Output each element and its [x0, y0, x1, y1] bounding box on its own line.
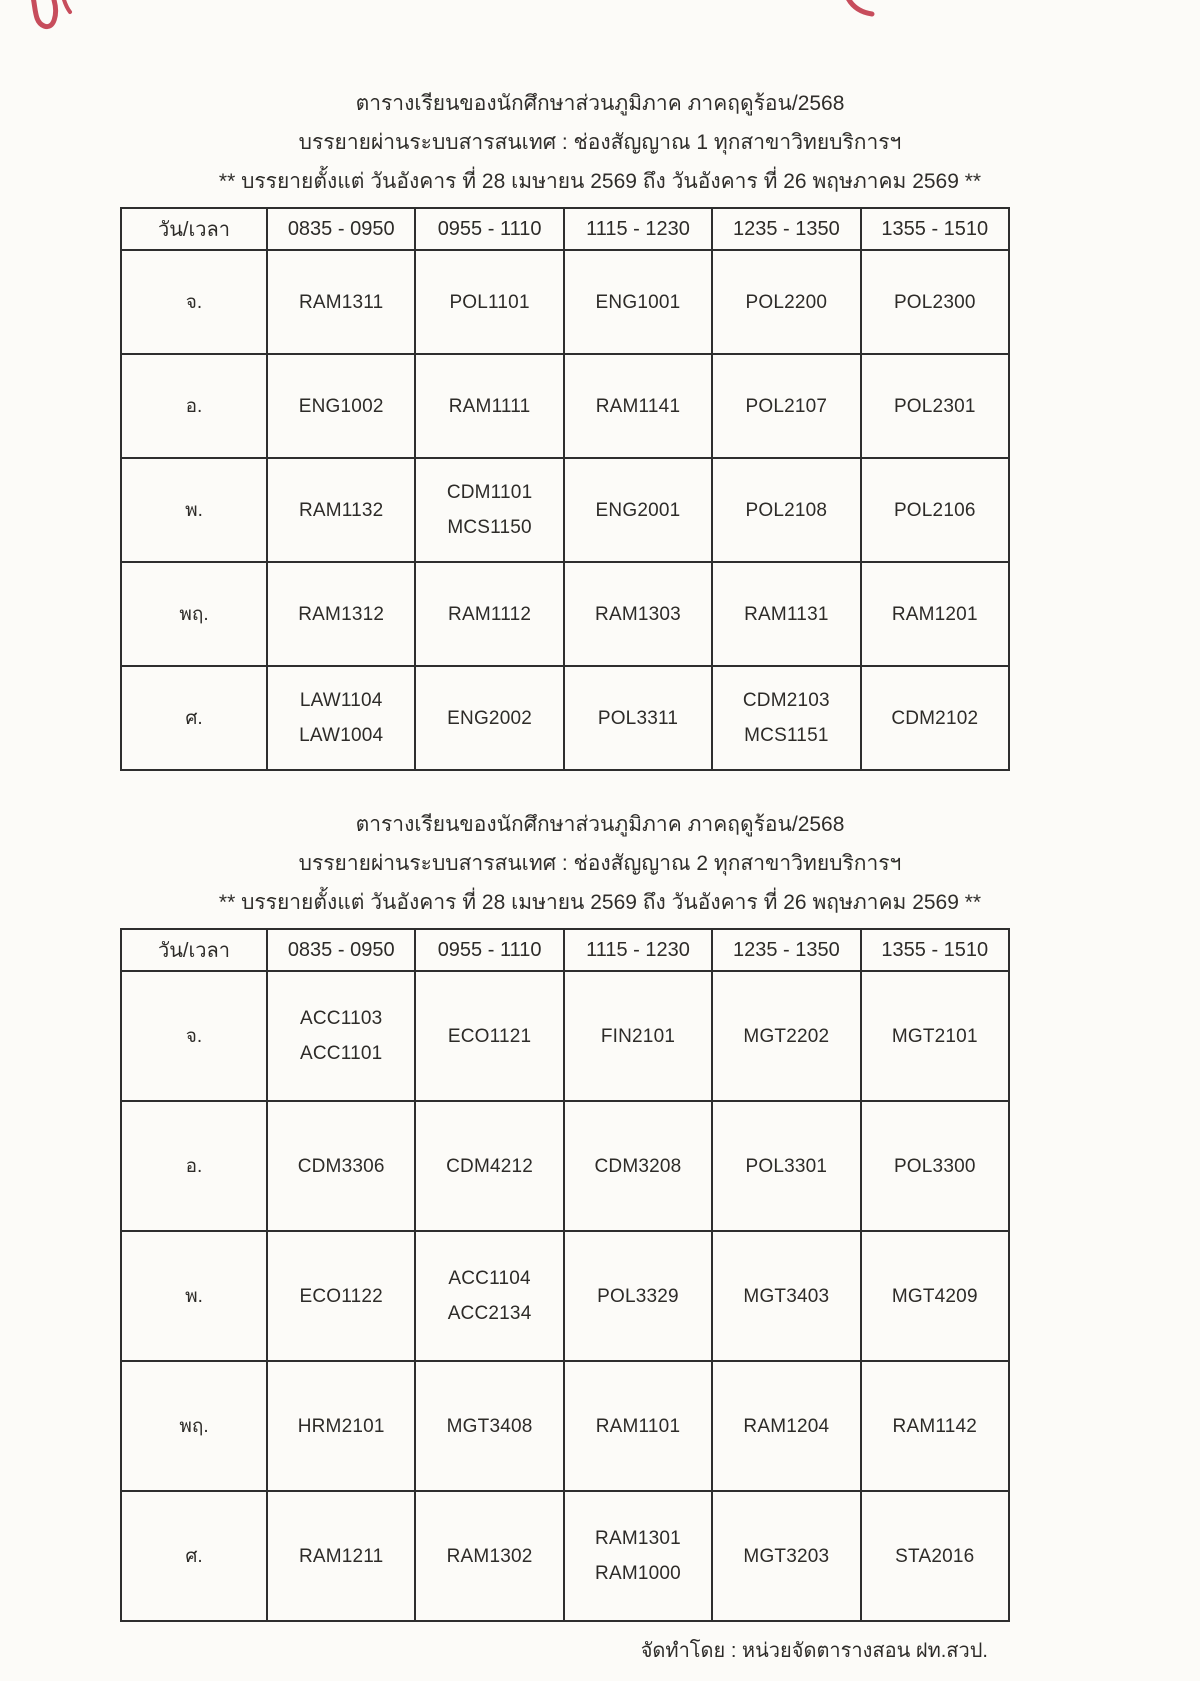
- course-code: MCS1151: [744, 725, 829, 746]
- course-code: RAM1201: [891, 603, 978, 625]
- course-code: POL3301: [745, 1155, 828, 1177]
- course-code: MGT2202: [743, 1025, 830, 1047]
- section-1-title: ตารางเรียนของนักศึกษาส่วนภูมิภาค ภาคฤดูร้อน/2568: [355, 92, 845, 115]
- course-cell: [564, 1101, 712, 1231]
- course-cell: [861, 1101, 1009, 1231]
- timetable-header-row: [121, 208, 1009, 250]
- schedule-section-channel-2: [0, 771, 1200, 1622]
- course-cell: [415, 971, 563, 1101]
- course-code: RAM1112: [448, 603, 532, 625]
- course-cell: [861, 1231, 1009, 1361]
- course-code: CDM3306: [297, 1155, 385, 1177]
- course-cell: [564, 1491, 712, 1621]
- course-cell: [564, 354, 712, 458]
- course-code: FIN2101: [600, 1025, 676, 1047]
- course-cell: [861, 354, 1009, 458]
- course-code: CDM4212: [446, 1155, 534, 1177]
- time-slot-header-cell: 1115 - 1230: [564, 208, 712, 250]
- course-cell: [712, 1101, 860, 1231]
- course-code: MGT3403: [743, 1285, 830, 1307]
- section-2-note: ** บรรยายตั้งแต่ วันอังคาร ที่ 28 เมษายน 2569 ถึง วันอังคาร ที่ 26 พฤษภาคม 2569 **: [218, 891, 982, 914]
- day-label-cell: อ.: [121, 1101, 267, 1231]
- course-code: LAW1104: [299, 690, 383, 711]
- course-code: HRM2101: [297, 1415, 385, 1437]
- course-cell: [415, 1491, 563, 1621]
- course-code: ENG1002: [298, 395, 384, 417]
- course-cell: [564, 1361, 712, 1491]
- timetable-row: [121, 1361, 1009, 1491]
- timetable-row: [121, 1101, 1009, 1231]
- day-label-cell: พ.: [121, 458, 267, 562]
- course-code: STA2016: [895, 1545, 975, 1567]
- course-code: POL3329: [597, 1285, 679, 1307]
- day-label-cell: อ.: [121, 354, 267, 458]
- time-slot-header-cell: 0835 - 0950: [267, 208, 415, 250]
- timetable-row: [121, 250, 1009, 354]
- section-1-subtitle: บรรยายผ่านระบบสารสนเทศ : ช่องสัญญาณ 1 ทุกสาขาวิทยบริการฯ: [298, 131, 902, 154]
- course-cell: [712, 250, 860, 354]
- course-code: RAM1312: [298, 603, 385, 625]
- course-cell: [415, 1231, 563, 1361]
- course-cell: [415, 250, 563, 354]
- time-slot-header-cell: 1355 - 1510: [861, 208, 1009, 250]
- course-code: POL2300: [893, 291, 976, 313]
- timetable-row: [121, 562, 1009, 666]
- course-code: RAM1311: [298, 291, 384, 313]
- course-cell: [267, 971, 415, 1101]
- course-cell: [267, 1361, 415, 1491]
- course-code: ACC1103: [300, 1008, 383, 1029]
- day-time-header-cell: วัน/เวลา: [121, 208, 267, 250]
- course-cell: [267, 1231, 415, 1361]
- day-label-cell: จ.: [121, 250, 267, 354]
- course-code: ECO1121: [447, 1025, 532, 1047]
- course-cell: [267, 1101, 415, 1231]
- course-code: POL2301: [893, 395, 976, 417]
- footer-credit: จัดทำโดย : หน่วยจัดตารางสอน ฝท.สวป.: [640, 1640, 988, 1662]
- course-cell: [415, 458, 563, 562]
- course-code: RAM1131: [744, 603, 829, 625]
- timetable-row: [121, 458, 1009, 562]
- timetable-row: [121, 971, 1009, 1101]
- time-slot-header-cell: 1235 - 1350: [712, 929, 860, 971]
- course-cell: [861, 1491, 1009, 1621]
- course-cell: [267, 562, 415, 666]
- time-slot-header-cell: 1115 - 1230: [564, 929, 712, 971]
- timetable-channel-1: [120, 207, 1010, 771]
- course-code: ACC1101: [300, 1043, 383, 1064]
- timetable-channel-2: [120, 928, 1010, 1622]
- course-cell: [861, 1361, 1009, 1491]
- course-code: MGT2101: [891, 1025, 978, 1047]
- course-cell: [415, 666, 563, 770]
- time-slot-header-cell: 0955 - 1110: [415, 929, 563, 971]
- section-1-note: ** บรรยายตั้งแต่ วันอังคาร ที่ 28 เมษายน 2569 ถึง วันอังคาร ที่ 26 พฤษภาคม 2569 **: [218, 170, 982, 193]
- course-code: RAM1301: [595, 1528, 681, 1549]
- course-code: POL2108: [745, 499, 828, 521]
- course-cell: [861, 250, 1009, 354]
- course-code: RAM1141: [595, 395, 681, 417]
- day-label-cell: จ.: [121, 971, 267, 1101]
- course-cell: [564, 562, 712, 666]
- course-cell: [861, 458, 1009, 562]
- course-cell: [267, 666, 415, 770]
- course-cell: [267, 1491, 415, 1621]
- course-code: RAM1101: [595, 1415, 681, 1437]
- course-code: CDM3208: [594, 1155, 682, 1177]
- course-cell: [861, 666, 1009, 770]
- course-code: ENG2001: [595, 499, 681, 521]
- course-code: LAW1004: [299, 725, 384, 746]
- day-label-cell: ศ.: [121, 1491, 267, 1621]
- timetable-row: [121, 666, 1009, 770]
- course-cell: [415, 562, 563, 666]
- course-cell: [415, 354, 563, 458]
- course-code: POL3311: [597, 707, 679, 729]
- course-code: RAM1142: [892, 1415, 978, 1437]
- course-cell: [267, 354, 415, 458]
- course-cell: [712, 1231, 860, 1361]
- course-cell: [712, 971, 860, 1101]
- timetable-row: [121, 354, 1009, 458]
- day-label-cell: พฤ.: [121, 1361, 267, 1491]
- day-label-cell: พฤ.: [121, 562, 267, 666]
- time-slot-header-cell: 0955 - 1110: [415, 208, 563, 250]
- course-code: CDM2102: [891, 707, 979, 729]
- course-code: ECO1122: [299, 1285, 383, 1307]
- course-cell: [712, 354, 860, 458]
- section-1-title-block: [0, 0, 1200, 201]
- course-cell: [712, 1491, 860, 1621]
- course-code: RAM1000: [595, 1563, 681, 1584]
- day-time-header-cell: วัน/เวลา: [121, 929, 267, 971]
- time-slot-header-cell: 1355 - 1510: [861, 929, 1009, 971]
- course-code: RAM1111: [448, 395, 531, 417]
- course-code: MGT3408: [446, 1415, 533, 1437]
- course-code: RAM1303: [595, 603, 681, 625]
- course-cell: [564, 250, 712, 354]
- course-code: MGT3203: [743, 1545, 830, 1567]
- course-cell: [415, 1361, 563, 1491]
- section-2-title: ตารางเรียนของนักศึกษาส่วนภูมิภาค ภาคฤดูร้อน/2568: [355, 813, 845, 836]
- time-slot-header-cell: 0835 - 0950: [267, 929, 415, 971]
- course-code: ENG2002: [447, 707, 532, 729]
- time-slot-header-cell: 1235 - 1350: [712, 208, 860, 250]
- course-cell: [712, 1361, 860, 1491]
- course-code: CDM1101: [446, 482, 533, 503]
- course-code: ACC1104: [448, 1268, 531, 1289]
- timetable-row: [121, 1491, 1009, 1621]
- course-cell: [415, 1101, 563, 1231]
- course-code: POL2200: [745, 291, 828, 313]
- course-cell: [712, 562, 860, 666]
- course-cell: [564, 666, 712, 770]
- course-code: POL2107: [745, 395, 828, 417]
- course-code: ENG1001: [595, 291, 681, 313]
- timetable-row: [121, 1231, 1009, 1361]
- course-cell: [861, 971, 1009, 1101]
- course-code: RAM1204: [743, 1415, 830, 1437]
- schedule-section-channel-1: [0, 0, 1200, 771]
- course-code: POL1101: [449, 291, 530, 313]
- course-code: RAM1302: [446, 1545, 533, 1567]
- timetable-header-row: [121, 929, 1009, 971]
- course-cell: [712, 666, 860, 770]
- section-2-subtitle: บรรยายผ่านระบบสารสนเทศ : ช่องสัญญาณ 2 ทุกสาขาวิทยบริการฯ: [298, 852, 902, 875]
- course-cell: [712, 458, 860, 562]
- course-code: MCS1150: [447, 517, 532, 538]
- course-cell: [861, 562, 1009, 666]
- course-code: RAM1211: [298, 1545, 384, 1567]
- course-code: ACC2134: [447, 1303, 532, 1324]
- course-cell: [564, 971, 712, 1101]
- course-cell: [564, 1231, 712, 1361]
- course-cell: [564, 458, 712, 562]
- course-code: RAM1132: [298, 499, 384, 521]
- course-code: CDM2103: [742, 690, 830, 711]
- course-code: MGT4209: [891, 1285, 978, 1307]
- course-cell: [267, 458, 415, 562]
- day-label-cell: ศ.: [121, 666, 267, 770]
- course-code: POL3300: [893, 1155, 976, 1177]
- section-2-title-block: [0, 771, 1200, 922]
- course-cell: [267, 250, 415, 354]
- day-label-cell: พ.: [121, 1231, 267, 1361]
- course-code: POL2106: [893, 499, 976, 521]
